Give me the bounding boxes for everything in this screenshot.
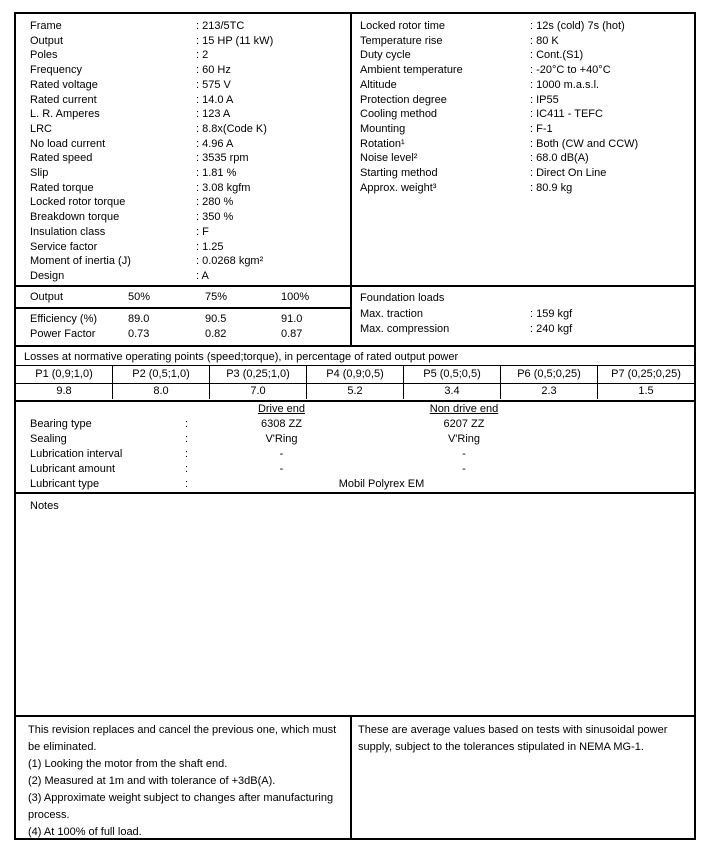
footnote-3: (3) Approximate weight subject to changes after manufacturing process. <box>28 792 334 821</box>
spec-label: Approx. weight³ <box>360 181 437 194</box>
spec-label: Cooling method <box>360 108 438 121</box>
spec-value: : 14.0 A <box>196 93 234 106</box>
performance-header: 75% <box>205 290 228 303</box>
non-drive-end-value: 6207 ZZ <box>443 418 485 430</box>
footnote-4: (4) At 100% of full load. <box>28 826 142 838</box>
separator: : <box>185 418 189 430</box>
spec-value: : A <box>196 269 209 282</box>
spec-label: Output <box>30 34 64 47</box>
non-drive-end-value: - <box>462 463 466 475</box>
footer-section <box>16 715 694 838</box>
spec-row-slip <box>16 166 350 181</box>
bearings-header-row <box>16 402 694 417</box>
losses-value: 8.0 <box>113 384 210 399</box>
losses-header: P5 (0,5;0,5) <box>404 366 501 384</box>
spec-row-no-load-current <box>16 137 350 152</box>
spec-row-insulation-class <box>16 225 350 240</box>
spec-row-altitude <box>352 78 694 93</box>
spec-value: : 1.25 <box>196 240 224 253</box>
lubrication-interval-row <box>16 447 694 462</box>
row-label: Lubricant type <box>30 478 100 490</box>
performance-header: Output <box>30 290 64 303</box>
spec-row-mounting <box>352 122 694 137</box>
spec-label: Max. compression <box>360 322 450 335</box>
footer-left-note <box>16 717 352 838</box>
spec-row-frame <box>16 19 350 34</box>
tolerance-note: These are average values based on tests with sinusoidal power supply, subject to the tolerances stipulated in NEMA MG-1. <box>358 724 668 753</box>
separator: : <box>185 448 189 460</box>
spec-row-noise-level <box>352 151 694 166</box>
spec-value: : F <box>196 225 209 238</box>
spec-label: Temperature rise <box>360 34 443 47</box>
spec-label: Altitude <box>360 78 397 91</box>
footnote-2: (2) Measured at 1m and with tolerance of +3dB(A). <box>28 775 276 787</box>
drive-end-value: 6308 ZZ <box>261 418 302 430</box>
spec-row-design <box>16 269 350 284</box>
spec-label: No load current <box>30 137 106 150</box>
spec-label: Locked rotor time <box>360 20 445 32</box>
spec-label: Duty cycle <box>360 49 411 62</box>
spec-row-rated-speed <box>16 151 350 166</box>
spec-value: : 0.0268 kgm² <box>196 255 264 268</box>
separator: : <box>185 433 189 445</box>
spec-label: Service factor <box>30 240 98 253</box>
spec-row-breakdown-torque <box>16 210 350 225</box>
losses-value: 5.2 <box>307 384 404 399</box>
notes-section <box>16 492 694 715</box>
separator: : <box>185 478 189 490</box>
spec-row-approx-weight <box>352 181 694 196</box>
lubricant-type-value: Mobil Polyrex EM <box>338 478 425 490</box>
spec-row-starting-method <box>352 166 694 181</box>
spec-value: : 8.8x(Code K) <box>196 122 267 135</box>
empty-cell <box>16 402 185 417</box>
spec-row-rated-voltage <box>16 78 350 93</box>
losses-header: P7 (0,25;0,25) <box>598 366 694 384</box>
spec-row-ambient-temperature <box>352 63 694 78</box>
row-label: Lubricant amount <box>30 463 115 475</box>
spec-value: : 1.81 % <box>196 167 237 180</box>
spec-label: Rated voltage <box>30 78 98 91</box>
losses-header: P2 (0,5;1,0) <box>113 366 210 384</box>
non-drive-end-value: V'Ring <box>447 433 481 445</box>
spec-value: : 2 <box>196 49 209 62</box>
spec-label: Moment of inertia (J) <box>30 255 131 268</box>
cell-value: 0.87 <box>281 328 303 340</box>
lubricant-type-row <box>16 477 694 492</box>
performance-section <box>16 285 694 345</box>
spec-row-rated-current <box>16 93 350 108</box>
spec-row-rotation <box>352 137 694 152</box>
separator: : <box>185 463 189 475</box>
spec-value: : IP55 <box>530 93 559 106</box>
spec-value: : Direct On Line <box>530 167 607 180</box>
drive-end-value: - <box>279 463 284 475</box>
performance-header-row <box>16 287 350 309</box>
losses-value: 7.0 <box>210 384 307 399</box>
foundation-title: Foundation loads <box>360 292 445 304</box>
spec-label: Rated torque <box>30 181 94 194</box>
spec-label: Breakdown torque <box>30 211 120 224</box>
bearing-type-row <box>16 417 694 432</box>
losses-header: P1 (0,9;1,0) <box>16 366 113 384</box>
spec-value: : 4.96 A <box>196 137 234 150</box>
spec-label: Ambient temperature <box>360 64 463 77</box>
losses-value-row <box>16 384 694 399</box>
cell-value: 0.82 <box>205 328 227 340</box>
spec-label: Rated current <box>30 93 97 106</box>
losses-header-row <box>16 366 694 384</box>
spec-row-frequency <box>16 63 350 78</box>
drive-end-header: Drive end <box>257 403 306 415</box>
lubricant-amount-row <box>16 462 694 477</box>
spec-value: : 15 HP (11 kW) <box>196 34 274 47</box>
sealing-row <box>16 432 694 447</box>
losses-value: 9.8 <box>16 384 113 399</box>
spec-label: Protection degree <box>360 93 447 106</box>
row-label: Bearing type <box>30 418 92 430</box>
spec-row-lr-amperes <box>16 107 350 122</box>
performance-header: 100% <box>281 290 310 303</box>
losses-title: Losses at normative operating points (speed;torque), in percentage of rated output power <box>16 347 694 366</box>
cell-value: 91.0 <box>281 313 303 325</box>
row-label: Lubrication interval <box>30 448 123 460</box>
specs-right-column <box>352 14 694 285</box>
losses-section <box>16 345 694 400</box>
spec-value: : Cont.(S1) <box>530 49 584 62</box>
spec-value: : 350 % <box>196 211 234 224</box>
drive-end-value: - <box>279 448 284 460</box>
specs-left-column <box>16 14 352 285</box>
spec-value: : 123 A <box>196 108 231 121</box>
spec-row-protection-degree <box>352 93 694 108</box>
spec-label: Noise level² <box>360 152 418 165</box>
non-drive-end-header: Non drive end <box>429 403 499 415</box>
spec-value: : 280 % <box>196 196 234 209</box>
row-label: Efficiency (%) <box>30 313 98 325</box>
spec-row-service-factor <box>16 240 350 255</box>
max-traction-row <box>352 307 694 322</box>
spec-label: LRC <box>30 122 53 135</box>
cell-value: 89.0 <box>128 313 150 325</box>
spec-value: : 80.9 kg <box>530 181 573 194</box>
losses-header: P6 (0,5;0,25) <box>501 366 598 384</box>
spec-row-rated-torque <box>16 181 350 196</box>
drive-end-value: V'Ring <box>265 433 298 445</box>
footnote-1: (1) Looking the motor from the shaft end. <box>28 758 228 770</box>
spec-row-locked-rotor-torque <box>16 195 350 210</box>
row-label: Power Factor <box>30 328 96 340</box>
losses-value: 3.4 <box>404 384 501 399</box>
max-compression-row <box>352 322 694 337</box>
spec-value: : 80 K <box>530 34 559 47</box>
spec-row-lrc <box>16 122 350 137</box>
losses-value: 2.3 <box>501 384 598 399</box>
spec-value: : -20°C to +40°C <box>530 64 611 77</box>
performance-header: 50% <box>128 290 151 303</box>
bearings-section <box>16 400 694 492</box>
footer-right-note <box>352 717 694 838</box>
spec-row-moment-of-inertia <box>16 254 350 269</box>
spec-row-output <box>16 34 350 49</box>
losses-value: 1.5 <box>638 384 654 397</box>
notes-title: Notes <box>30 500 59 512</box>
spec-label: Slip <box>30 167 49 180</box>
spec-value: : 575 V <box>196 78 231 91</box>
revision-note: This revision replaces and cancel the previous one, which must be eliminated. <box>28 724 337 753</box>
spec-value: : 1000 m.a.s.l. <box>530 78 600 91</box>
spec-label: Rotation¹ <box>360 137 405 150</box>
power-factor-row <box>16 327 350 342</box>
foundation-loads <box>352 287 694 345</box>
motor-datasheet <box>14 12 696 840</box>
cell-value: 90.5 <box>205 313 227 325</box>
row-label: Sealing <box>30 433 67 445</box>
spec-value: : 3.08 kgfm <box>196 181 251 194</box>
spec-value: : 213/5TC <box>196 20 245 32</box>
spec-label: Frequency <box>30 64 82 77</box>
spec-label: Design <box>30 269 65 282</box>
spec-label: L. R. Amperes <box>30 108 100 121</box>
spec-label: Max. traction <box>360 308 423 320</box>
spec-label: Insulation class <box>30 225 106 238</box>
losses-header: P3 (0,25;1,0) <box>210 366 307 384</box>
spec-row-cooling-method <box>352 107 694 122</box>
spec-value: : IC411 - TEFC <box>530 108 603 121</box>
empty-cell <box>185 402 199 417</box>
performance-table <box>16 287 352 345</box>
spec-label: Mounting <box>360 122 406 135</box>
general-specs-section <box>16 14 694 285</box>
spec-value: : 159 kgf <box>530 308 573 320</box>
spec-value: : F-1 <box>530 122 553 135</box>
spec-row-temperature-rise <box>352 34 694 49</box>
efficiency-row <box>16 312 350 327</box>
spec-row-poles <box>16 48 350 63</box>
spec-label: Starting method <box>360 167 438 180</box>
spec-value: : 240 kgf <box>530 322 573 335</box>
spec-label: Rated speed <box>30 152 93 165</box>
spec-label: Frame <box>30 20 62 32</box>
spec-value: : 12s (cold) 7s (hot) <box>530 20 625 32</box>
spec-value: : 60 Hz <box>196 64 231 77</box>
spec-value: : 68.0 dB(A) <box>530 152 589 165</box>
spec-label: Poles <box>30 49 58 62</box>
cell-value: 0.73 <box>128 328 150 340</box>
spec-row-locked-rotor-time <box>352 19 694 34</box>
spec-label: Locked rotor torque <box>30 196 126 209</box>
spec-value: : Both (CW and CCW) <box>530 137 639 150</box>
non-drive-end-value: - <box>462 448 466 460</box>
spec-value: : 3535 rpm <box>196 152 249 165</box>
spec-row-duty-cycle <box>352 48 694 63</box>
losses-header: P4 (0,9;0,5) <box>307 366 404 384</box>
